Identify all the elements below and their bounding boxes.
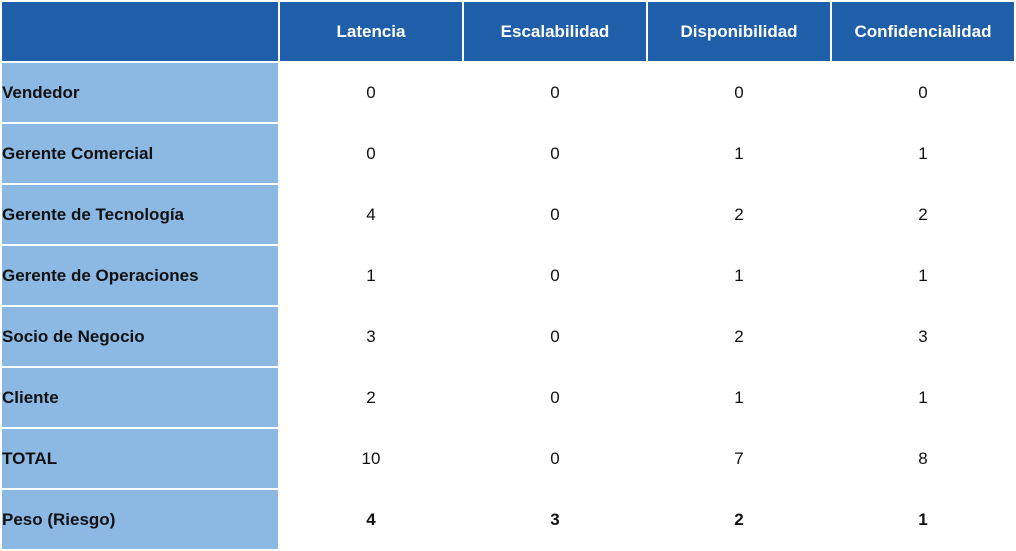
cell-value: 3	[831, 306, 1015, 367]
cell-value: 0	[463, 367, 647, 428]
cell-value: 2	[279, 367, 463, 428]
column-header-escalabilidad: Escalabilidad	[463, 1, 647, 62]
table-row	[1, 62, 1015, 123]
cell-value: 3	[463, 489, 647, 550]
cell-value: 1	[831, 123, 1015, 184]
cell-value: 2	[647, 489, 831, 550]
cell-value: 4	[279, 489, 463, 550]
table-row	[1, 245, 1015, 306]
row-label: Gerente de Tecnología	[1, 184, 279, 245]
column-header-disponibilidad: Disponibilidad	[647, 1, 831, 62]
cell-value: 0	[647, 62, 831, 123]
cell-value: 4	[279, 184, 463, 245]
cell-value: 1	[831, 245, 1015, 306]
cell-value: 0	[463, 184, 647, 245]
header-row	[1, 1, 1015, 62]
cell-value: 0	[463, 245, 647, 306]
table-row	[1, 184, 1015, 245]
cell-value: 7	[647, 428, 831, 489]
table-row	[1, 306, 1015, 367]
cell-value: 1	[831, 489, 1015, 550]
row-label: Socio de Negocio	[1, 306, 279, 367]
cell-value: 2	[647, 184, 831, 245]
table-body	[1, 62, 1015, 550]
cell-value: 0	[279, 62, 463, 123]
cell-value: 0	[463, 123, 647, 184]
cell-value: 1	[647, 123, 831, 184]
row-label: Cliente	[1, 367, 279, 428]
table-row	[1, 367, 1015, 428]
cell-value: 1	[831, 367, 1015, 428]
cell-value: 0	[463, 428, 647, 489]
header-corner-cell	[1, 1, 279, 62]
row-label: Vendedor	[1, 62, 279, 123]
row-label-total: TOTAL	[1, 428, 279, 489]
cell-value: 1	[647, 367, 831, 428]
cell-value: 8	[831, 428, 1015, 489]
cell-value: 1	[647, 245, 831, 306]
table-header	[1, 1, 1015, 62]
table-row	[1, 123, 1015, 184]
cell-value: 3	[279, 306, 463, 367]
cell-value: 0	[831, 62, 1015, 123]
row-label: Gerente Comercial	[1, 123, 279, 184]
table-row-weight	[1, 489, 1015, 550]
cell-value: 0	[279, 123, 463, 184]
cell-value: 2	[831, 184, 1015, 245]
cell-value: 2	[647, 306, 831, 367]
cell-value: 10	[279, 428, 463, 489]
column-header-confidencialidad: Confidencialidad	[831, 1, 1015, 62]
row-label-weight: Peso (Riesgo)	[1, 489, 279, 550]
cell-value: 0	[463, 306, 647, 367]
row-label: Gerente de Operaciones	[1, 245, 279, 306]
column-header-latencia: Latencia	[279, 1, 463, 62]
cell-value: 1	[279, 245, 463, 306]
table-row-total	[1, 428, 1015, 489]
cell-value: 0	[463, 62, 647, 123]
